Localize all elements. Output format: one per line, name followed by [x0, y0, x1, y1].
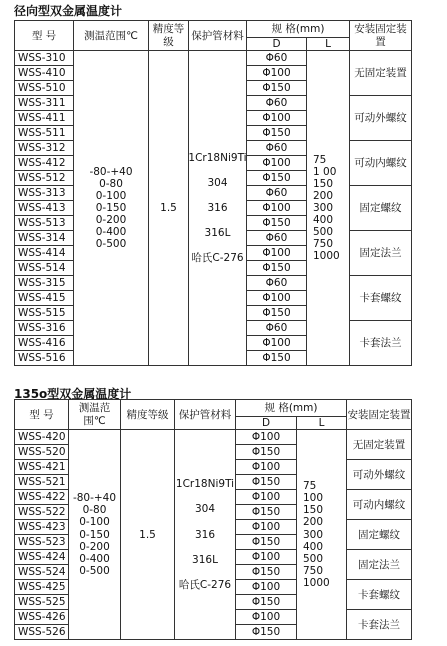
mount-cell: 卡套螺纹 — [350, 276, 412, 321]
material-cell — [175, 430, 236, 640]
diameter-cell: Φ100 — [236, 610, 297, 625]
header-accuracy: 精度等级 — [149, 21, 189, 51]
model-cell: WSS-413 — [15, 201, 74, 216]
diameter-cell: Φ150 — [236, 445, 297, 460]
material-value: 316L — [204, 227, 231, 240]
mount-cell: 无固定装置 — [350, 51, 412, 96]
material-value: 1Cr18Ni9Ti — [175, 478, 235, 491]
table2-title: 135o型双金属温度计 — [14, 387, 132, 401]
diameter-cell: Φ100 — [247, 111, 307, 126]
range-value: 0-100 — [95, 189, 127, 202]
model-cell: WSS-515 — [15, 306, 74, 321]
diameter-cell: Φ100 — [247, 201, 307, 216]
length-value: 1000 — [313, 250, 340, 263]
material-value: 316 — [207, 202, 228, 215]
mount-cell: 可动内螺纹 — [347, 490, 412, 520]
header-row — [15, 400, 412, 417]
diameter-cell: Φ150 — [247, 261, 307, 276]
diameter-cell: Φ100 — [236, 490, 297, 505]
model-cell: WSS-414 — [15, 246, 74, 261]
diameter-cell: Φ60 — [247, 141, 307, 156]
material-value: 316 — [194, 528, 216, 541]
model-cell: WSS-314 — [15, 231, 74, 246]
length-value: 500 — [313, 226, 334, 239]
material-value: 316L — [192, 553, 218, 566]
diameter-cell: Φ60 — [247, 186, 307, 201]
length-value: 300 — [303, 528, 324, 541]
model-cell: WSS-310 — [15, 51, 74, 66]
model-cell: WSS-516 — [15, 351, 74, 366]
model-cell: WSS-425 — [15, 580, 69, 595]
length-value: 150 — [313, 177, 334, 190]
model-cell: WSS-423 — [15, 520, 69, 535]
length-value: 200 — [303, 516, 324, 529]
diameter-cell: Φ100 — [247, 336, 307, 351]
model-cell: WSS-422 — [15, 490, 69, 505]
diameter-cell: Φ150 — [247, 171, 307, 186]
length-value: 400 — [313, 214, 334, 227]
model-cell: WSS-313 — [15, 186, 74, 201]
mount-cell: 固定螺纹 — [347, 520, 412, 550]
header-material: 保护管材料 — [189, 21, 247, 51]
diameter-cell: Φ150 — [247, 216, 307, 231]
material-value: 哈氏C-276 — [191, 252, 244, 265]
header-model: 型 号 — [15, 21, 74, 51]
header-mount: 安装固定装置 — [347, 400, 412, 430]
model-cell: WSS-311 — [15, 96, 74, 111]
mount-cell: 可动外螺纹 — [350, 96, 412, 141]
material-value: 304 — [194, 503, 216, 516]
length-value: 400 — [303, 540, 324, 553]
model-cell: WSS-312 — [15, 141, 74, 156]
diameter-cell: Φ100 — [236, 550, 297, 565]
diameter-cell: Φ100 — [247, 156, 307, 171]
table-row — [15, 430, 412, 445]
mount-cell: 固定法兰 — [350, 231, 412, 276]
diameter-cell: Φ100 — [247, 246, 307, 261]
header-spec: 规 格(mm) — [247, 21, 350, 38]
diameter-cell: Φ100 — [247, 291, 307, 306]
header-spec: 规 格(mm) — [236, 400, 347, 417]
table1-title: 径向型双金属温度计 — [14, 4, 123, 18]
model-cell: WSS-511 — [15, 126, 74, 141]
radial-thermometer-table — [14, 20, 412, 366]
diameter-cell: Φ100 — [236, 460, 297, 475]
length-value: 75 — [313, 153, 327, 166]
model-cell: WSS-512 — [15, 171, 74, 186]
diameter-cell: Φ150 — [236, 505, 297, 520]
range-cell — [69, 430, 121, 640]
model-cell: WSS-514 — [15, 261, 74, 276]
mount-cell: 固定螺纹 — [350, 186, 412, 231]
length-value: 150 — [303, 504, 324, 517]
length-value: 1000 — [303, 576, 330, 589]
material-value: 304 — [207, 176, 228, 189]
mount-cell: 卡套法兰 — [347, 610, 412, 640]
diameter-cell: Φ150 — [247, 306, 307, 321]
model-cell: WSS-513 — [15, 216, 74, 231]
mount-cell: 无固定装置 — [347, 430, 412, 460]
length-value: 100 — [303, 492, 324, 505]
range-value: 0-500 — [79, 564, 110, 577]
model-cell: WSS-421 — [15, 460, 69, 475]
diameter-cell: Φ150 — [247, 126, 307, 141]
range-value: -80-+40 — [72, 492, 117, 505]
model-cell: WSS-424 — [15, 550, 69, 565]
range-value: 0-150 — [79, 528, 110, 541]
model-cell: WSS-524 — [15, 565, 69, 580]
accuracy-cell: 1.5 — [149, 51, 189, 366]
diameter-cell: Φ100 — [236, 430, 297, 445]
mount-cell: 可动外螺纹 — [347, 460, 412, 490]
header-l: L — [307, 38, 350, 51]
accuracy-cell: 1.5 — [121, 430, 175, 640]
diameter-cell: Φ150 — [247, 81, 307, 96]
length-cell — [297, 430, 347, 640]
header-d: D — [236, 417, 297, 430]
header-accuracy: 精度等级 — [121, 400, 175, 430]
header-model: 型 号 — [15, 400, 69, 430]
model-cell: WSS-412 — [15, 156, 74, 171]
model-cell: WSS-316 — [15, 321, 74, 336]
range-value: 0-100 — [79, 516, 110, 529]
mount-cell: 卡套螺纹 — [347, 580, 412, 610]
range-value: 0-500 — [95, 238, 127, 251]
diameter-cell: Φ100 — [236, 520, 297, 535]
table-row — [15, 51, 412, 66]
model-cell: WSS-411 — [15, 111, 74, 126]
length-value: 500 — [303, 552, 324, 565]
model-cell: WSS-521 — [15, 475, 69, 490]
diameter-cell: Φ60 — [247, 276, 307, 291]
diameter-cell: Φ60 — [247, 321, 307, 336]
model-cell: WSS-525 — [15, 595, 69, 610]
material-cell — [189, 51, 247, 366]
diameter-cell: Φ100 — [236, 580, 297, 595]
model-cell: WSS-315 — [15, 276, 74, 291]
range-value: 0-80 — [99, 177, 123, 190]
model-cell: WSS-523 — [15, 535, 69, 550]
header-range: 测温范围℃ — [69, 400, 121, 430]
length-value: 750 — [303, 564, 324, 577]
mount-cell: 卡套法兰 — [350, 321, 412, 366]
angle-135-thermometer-table — [14, 399, 412, 640]
diameter-cell: Φ150 — [236, 475, 297, 490]
range-value: 0-400 — [79, 552, 110, 565]
diameter-cell: Φ100 — [247, 66, 307, 81]
diameter-cell: Φ60 — [247, 96, 307, 111]
header-row — [15, 21, 412, 38]
header-mount: 安装固定装置 — [350, 21, 412, 51]
diameter-cell: Φ60 — [247, 51, 307, 66]
length-value: 75 — [303, 480, 317, 493]
length-cell — [307, 51, 350, 366]
header-range: 测温范围℃ — [74, 21, 149, 51]
range-value: -80-+40 — [89, 165, 133, 178]
mount-cell: 可动内螺纹 — [350, 141, 412, 186]
diameter-cell: Φ150 — [247, 351, 307, 366]
model-cell: WSS-415 — [15, 291, 74, 306]
header-d: D — [247, 38, 307, 51]
length-value: 200 — [313, 189, 334, 202]
length-value: 1 00 — [313, 165, 337, 178]
range-cell — [74, 51, 149, 366]
header-material: 保护管材料 — [175, 400, 236, 430]
length-value: 750 — [313, 238, 334, 251]
model-cell: WSS-510 — [15, 81, 74, 96]
length-value: 300 — [313, 202, 334, 215]
model-cell: WSS-526 — [15, 625, 69, 640]
model-cell: WSS-410 — [15, 66, 74, 81]
mount-cell: 固定法兰 — [347, 550, 412, 580]
material-value: 哈氏C-276 — [178, 578, 232, 591]
model-cell: WSS-522 — [15, 505, 69, 520]
diameter-cell: Φ150 — [236, 595, 297, 610]
diameter-cell: Φ150 — [236, 565, 297, 580]
range-value: 0-80 — [82, 504, 107, 517]
material-value: 1Cr18Ni9Ti — [188, 151, 247, 164]
range-value: 0-150 — [95, 202, 127, 215]
model-cell: WSS-420 — [15, 430, 69, 445]
model-cell: WSS-416 — [15, 336, 74, 351]
header-l: L — [297, 417, 347, 430]
diameter-cell: Φ150 — [236, 535, 297, 550]
range-value: 0-200 — [79, 540, 110, 553]
range-value: 0-200 — [95, 214, 127, 227]
diameter-cell: Φ60 — [247, 231, 307, 246]
diameter-cell: Φ150 — [236, 625, 297, 640]
range-value: 0-400 — [95, 226, 127, 239]
model-cell: WSS-520 — [15, 445, 69, 460]
model-cell: WSS-426 — [15, 610, 69, 625]
